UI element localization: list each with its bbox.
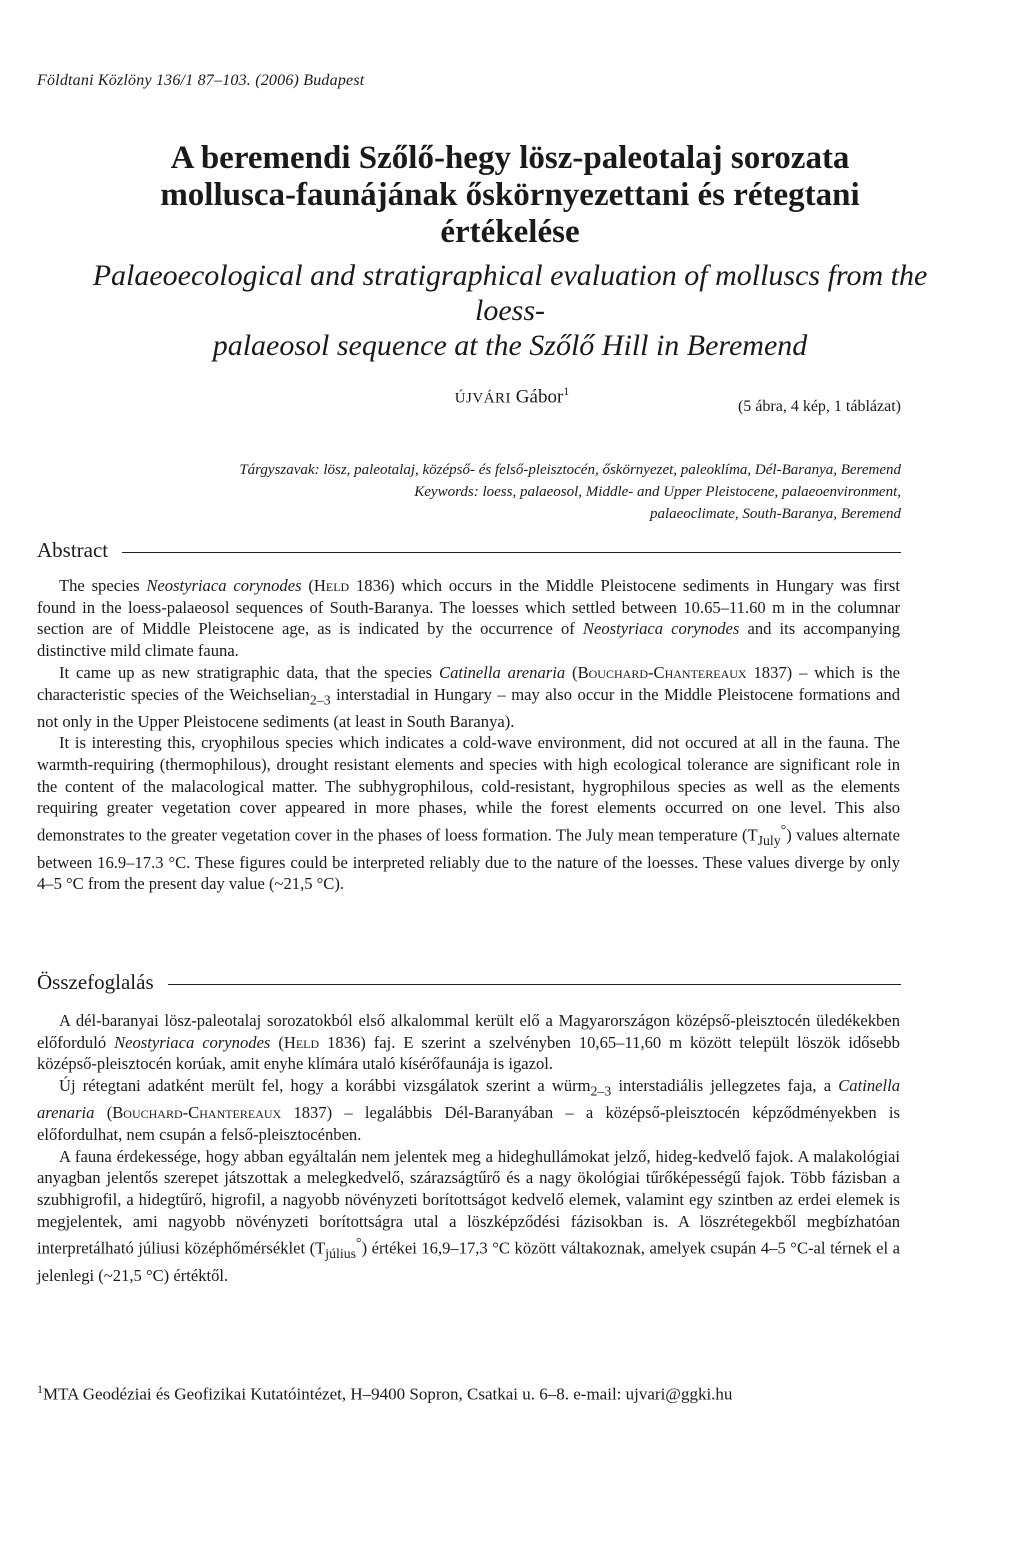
text-run: (	[270, 1032, 284, 1052]
taxon-author: Bouchard-Chantereaux	[112, 1103, 282, 1123]
keywords-hu-label: Tárgyszavak:	[239, 462, 320, 478]
keywords-en-continued: palaeoclimate, South-Baranya, Beremend	[649, 506, 901, 522]
species-name: Neostyriaca corynodes	[114, 1032, 271, 1052]
title-en-line: Palaeoecological and stratigraphical evaluation of molluscs from the loess-	[92, 259, 928, 327]
author-given-name: Gábor	[515, 386, 564, 408]
osszefoglalas-heading	[37, 970, 901, 995]
taxon-author: Held	[313, 576, 350, 595]
subscript: július	[325, 1246, 357, 1262]
superscript: °	[356, 1235, 362, 1251]
text-run: 1836) which occurs in the Middle Pleistocene sediments in Hungary was first found in the loess-palaeosol sequences of South-Baranya. The loesses which settled between 10.65–11.60 m in the columnar section are of Middle Pleistocene age, as is indicated by the occurrence of	[37, 576, 900, 639]
footnote-text: MTA Geodéziai és Geofizikai Kutatóintézet, H–9400 Sopron, Csatkai u. 6–8. e-mail: ujvari@ggki.hu	[43, 1384, 733, 1404]
author-affiliation-mark: 1	[563, 384, 570, 398]
title-en-line: palaeosol sequence at the Szőlő Hill in Beremend	[212, 329, 808, 362]
text-run: It came up as new stratigraphic data, that the species	[59, 662, 439, 682]
text-run: It is interesting this, cryophilous species which indicates a cold-wave environment, did not occured at all in the fauna. The warmth-requiring (thermophilous), drought resistant elements and species with high ecological tolerance are significant role in the content of the malacological matter. The subhygrophilous, cold-resistant, hygrophilous species as well as the elements requiring greater vegetation cover appeared in more phases, while the forest elements occurred on one level. This also demonstrates to the greater vegetation cover in the phases of loess formation. The July mean temperature (T	[37, 733, 900, 845]
subscript: 2–3	[309, 691, 331, 707]
heading-rule	[122, 552, 901, 553]
title-hu-line: értékelése	[440, 214, 580, 250]
summary-paragraph	[37, 1010, 900, 1075]
title-hu-line: mollusca-faunájának őskörnyezettani és rétegtani	[160, 177, 860, 213]
footnote-mark: 1	[37, 1382, 43, 1396]
text-run: 1836) faj. E szerint a szelvényben 10,65–11,60 m között települt löszök idősebb középső-pleisztocén korúak, amit enyhe klímára utaló kísérőfaunája is igazol.	[37, 1032, 900, 1074]
text-run: The species	[59, 576, 147, 595]
text-run: A dél-baranyai lösz-paleotalaj sorozatokból első alkalommal került elő a Magyarországon középső-pleisztocén üledékekben előforduló	[37, 1011, 900, 1052]
keywords-hu	[31, 459, 901, 481]
abstract-body	[37, 575, 900, 895]
summary-paragraph	[37, 1075, 900, 1145]
title-hu-line: A beremendi Szőlő-hegy lösz-paleotalaj sorozata	[170, 140, 850, 176]
subscript: July	[757, 832, 781, 848]
abstract-heading	[37, 538, 901, 563]
keywords-hu-text: lösz, paleotalaj, középső- és felső-pleisztocén, őskörnyezet, paleoklíma, Dél-Baranya, Beremend	[323, 462, 901, 478]
title-hungarian	[70, 140, 950, 251]
summary-paragraph	[37, 1146, 900, 1287]
text-run: ) values alternate between 16.9–17.3 °C. These figures could be interpreted reliably due to the nature of the loesses. These values diverge by only 4–5 °C from the present day value (~21,5 °C).	[37, 825, 900, 894]
abstract-paragraph	[37, 575, 900, 662]
abstract-paragraph	[37, 662, 900, 732]
text-run: and its accompanying distinctive mild climate fauna.	[37, 619, 900, 661]
osszefoglalas-body	[37, 1010, 900, 1287]
text-run: (	[94, 1103, 113, 1123]
keywords-en-text: loess, palaeosol, Middle- and Upper Pleistocene, palaeoenvironment,	[482, 484, 901, 500]
abstract-paragraph	[37, 732, 900, 895]
affiliation-footnote	[37, 1382, 732, 1405]
osszefoglalas-heading-label: Összefoglalás	[37, 970, 154, 994]
species-name: Catinella arenaria	[37, 1076, 900, 1123]
journal-citation: Földtani Közlöny 136/1 87–103. (2006) Budapest	[37, 72, 365, 89]
text-run: (	[565, 662, 578, 682]
text-run: A fauna érdekessége, hogy abban egyáltalán nem jelentek meg a hideghullámokat jelző, hideg-kedvelő fajok. A malakológiai anyagban jelentős szerepet játszottak a melegkedvelő, szárazságtűrő és a nagy ökológiai tűrőképességű fajok. Több fázisban a szubhigrofil, a hidegtűrő, higrofil, a nagyobb növényzeti borítottságot kedvelő elemek, valamint egy szintben az erdei elemek is megjelentek, ami nagyobb növényzeti borítottságra utal a löszképződési fázisokban is. A löszrétegekből megbízhatóan interpretálható júliusi középhőmérséklet (T	[37, 1146, 900, 1258]
abstract-heading-label: Abstract	[37, 538, 109, 562]
superscript: °	[780, 822, 787, 838]
author-surname: ÚJVÁRI	[454, 390, 512, 407]
species-name: Neostyriaca corynodes	[582, 619, 740, 639]
text-run: 1837) – which is the characteristic species of the Weichselian	[37, 662, 900, 704]
keywords-en	[31, 481, 901, 503]
subscript: 2–3	[590, 1083, 612, 1099]
text-run: (	[301, 576, 314, 595]
figures-note: (5 ábra, 4 kép, 1 táblázat)	[737, 398, 901, 415]
heading-rule	[168, 984, 901, 985]
keywords-block	[31, 459, 901, 525]
taxon-author: Bouchard-Chantereaux	[577, 662, 747, 682]
text-run: 1837) – legalábbis Dél-Baranyában – a középső-pleisztocén képződményekben is előfordulhat, nem csupán a felső-pleisztocénben.	[37, 1103, 900, 1144]
text-run: ) értékei 16,9–17,3 °C között váltakoznak, amelyek csupán 4–5 °C-al térnek el a jelenlegi (~21,5 °C) értéktől.	[37, 1238, 900, 1285]
title-english	[60, 258, 960, 363]
text-run: Új rétegtani adatként merült fel, hogy a korábbi vizsgálatok szerint a würm	[59, 1076, 591, 1096]
keywords-en-label: Keywords:	[414, 484, 479, 500]
text-run: interstadial in Hungary – may also occur in the Middle Pleistocene formations and not only in the Upper Pleistocene sediments (at least in South Baranya).	[37, 684, 901, 731]
species-name: Catinella arenaria	[439, 662, 566, 682]
taxon-author: Held	[283, 1032, 320, 1052]
species-name: Neostyriaca corynodes	[146, 576, 302, 595]
text-run: interstadiális jellegzetes faja, a	[611, 1076, 839, 1096]
